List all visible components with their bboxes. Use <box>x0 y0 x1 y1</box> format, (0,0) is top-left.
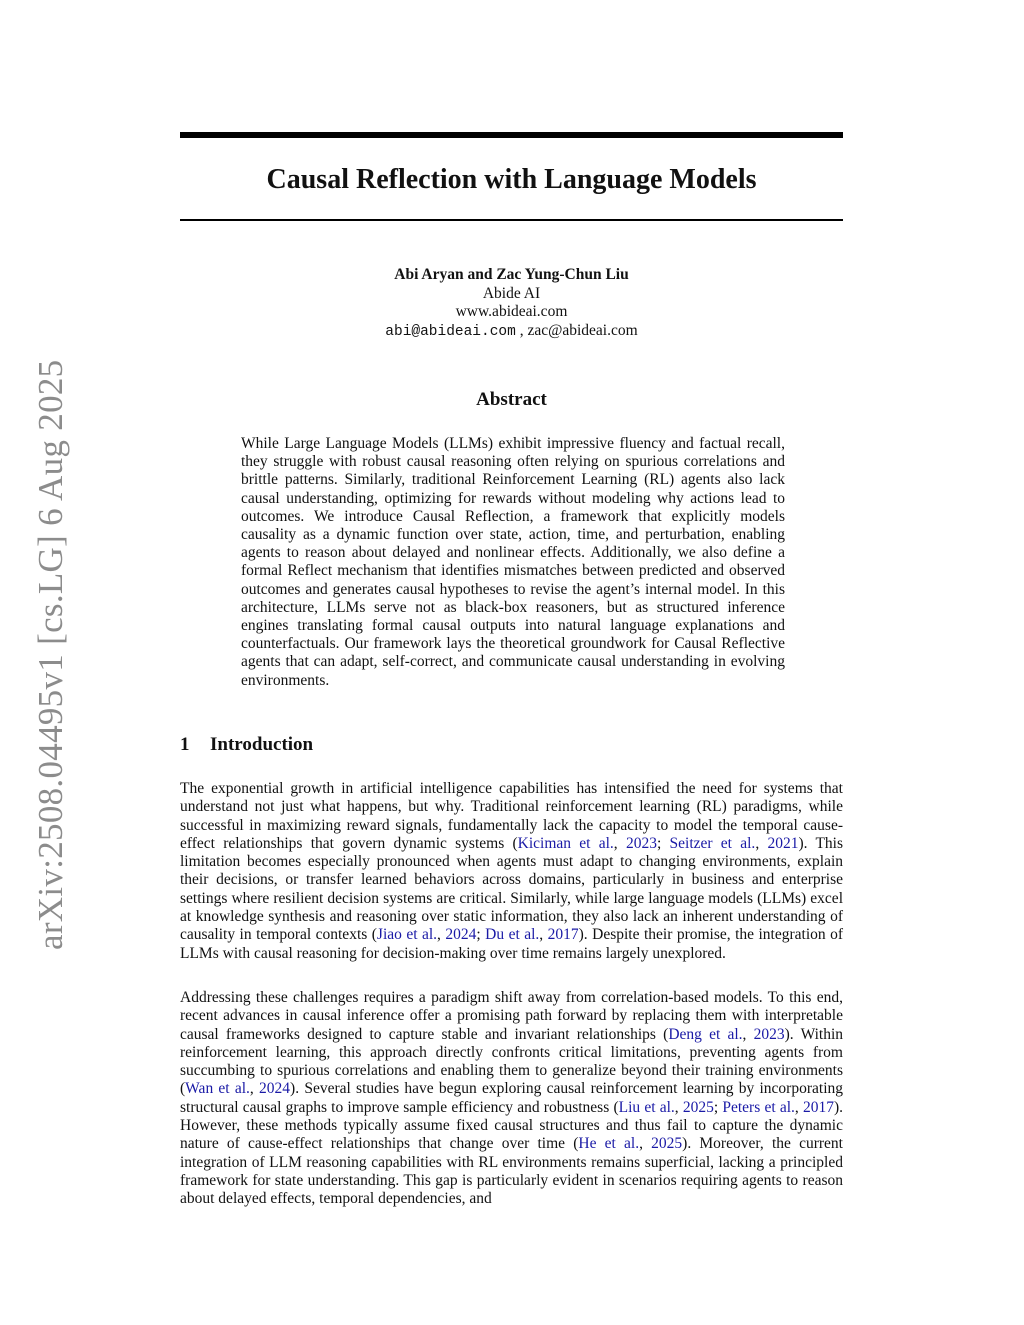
citation-link[interactable]: 2021 <box>767 834 799 852</box>
citation-link[interactable]: 2023 <box>625 834 657 852</box>
paragraph-text: ; <box>476 926 486 944</box>
citation-link[interactable]: Peters et al. <box>722 1098 795 1116</box>
paper-title: Causal Reflection with Language Models <box>266 164 757 195</box>
abstract-text: While Large Language Models (LLMs) exhibit impressive fluency and factual recall, they struggle with robust causal reasoning often relying on spurious correlations and brittle patterns. Similarly, traditional Reinforcement Learning (RL) agents also lack causal understanding, optimizing for rewards without modeling why actions lead to outcomes. We introduce Causal Reflection, a framework that explicitly models causality as a dynamic function over state, action, time, and perturbation, enabling agents to reason about delayed and nonlinear effects. Additionally, we also define a formal Reflect mechanism that identifies mismatches between predicted and observed outcomes and generates causal hypotheses to revise the agent’s internal model. In this architecture, LLMs serve not as black-box reasoners, but as structured inference engines translating formal causal outputs into natural language explanations and counterfactuals. Our framework lays the theoretical groundwork for Causal Reflective agents that can adapt, self-correct, and communicate causal understanding in evolving environments. <box>241 435 785 689</box>
citation-link[interactable]: Wan et al. <box>185 1080 250 1098</box>
paragraph-text: , <box>249 1080 260 1098</box>
citation-link[interactable]: 2025 <box>682 1098 714 1116</box>
citation-link[interactable]: Du et al. <box>485 926 540 944</box>
author-block <box>180 266 843 341</box>
email-line <box>180 322 843 342</box>
citation-link[interactable]: 2024 <box>259 1080 291 1098</box>
paragraph-text: , <box>613 834 626 852</box>
citation-link[interactable]: Kiciman et al. <box>517 834 614 852</box>
author-names: Abi Aryan and Zac Yung-Chun Liu <box>394 266 629 283</box>
citation-link[interactable]: Jiao et al. <box>376 926 438 944</box>
paragraph-text: , <box>742 1025 754 1043</box>
citation-link[interactable]: 2017 <box>802 1098 834 1116</box>
paragraph-text: ). Within reinforcement learning, this approach directly confronts critical limitations, preventing agents from succumbing to spurious correlations and enabling them to generalize beyond their training environments ( <box>180 1025 844 1098</box>
section-title: Introduction <box>210 734 314 755</box>
paragraph-text: The exponential growth in artificial intelligence capabilities has intensified the need for systems that understand not just what happens, but why. Traditional reinforcement learning (RL) paradigms, while successful in maximizing reward signals, fundamentally lack the capacity to model the temporal cause-effect relationships that govern dynamic systems ( <box>180 780 843 852</box>
email-link-abi[interactable]: abi@abideai.com <box>385 323 516 340</box>
paragraph-text: ). This limitation becomes especially pronounced when agents must adapt to changing environments, explain their decisions, or transfer learned behaviors across domains, particularly in business and enterprise settings where resilient decision systems are critical. Similarly, while large language models (LLMs) excel at knowledge synthesis and reasoning over static information, they also lack an inherent understanding of causality in temporal contexts ( <box>180 834 844 944</box>
citation-link[interactable]: Liu et al. <box>618 1098 675 1116</box>
title-bottom-rule <box>180 219 843 221</box>
paragraph-text: ). Despite their promise, the integration of LLMs with causal reasoning for decision-making over time remains largely unexplored. <box>180 926 844 962</box>
website-link[interactable]: www.abideai.com <box>455 303 568 320</box>
title-top-rule <box>180 132 843 138</box>
paragraph-text: , <box>674 1098 683 1116</box>
paragraph-text: Addressing these challenges requires a paradigm shift away from correlation-based models. To this end, recent advances in causal inference offer a promising path forward by replacing them with interpretable causal frameworks designed to capture stable and invariant relationships ( <box>180 989 843 1043</box>
citation-link[interactable]: Seitzer et al. <box>669 834 756 852</box>
paragraph-text: , <box>539 926 548 944</box>
section-heading-introduction <box>180 733 843 757</box>
paragraph-text: , <box>437 926 446 944</box>
intro-paragraph-1 <box>180 780 843 963</box>
paragraph-text: , <box>755 834 768 852</box>
paragraph-text: ; <box>656 834 670 852</box>
email-separator: , <box>515 321 528 339</box>
section-number: 1 <box>180 734 190 755</box>
arxiv-sidebar-identifier: arXiv:2508.04495v1 [cs.LG] 6 Aug 2025 <box>31 359 70 950</box>
paragraph-text: , <box>794 1098 803 1116</box>
paragraph-text: ). However, these methods typically assume fixed causal structures and thus fail to capture the dynamic nature of cause-effect relationships that change over time ( <box>180 1098 844 1153</box>
paragraph-text: , <box>639 1135 652 1153</box>
paragraph-text: ). Moreover, the current integration of LLM reasoning capabilities with RL environments remains superficial, lacking a principled framework for state understanding. This gap is particularly evident in scenarios requiring agents to reason about delayed effects, temporal dependencies, and <box>180 1135 843 1208</box>
paragraph-text: ). Several studies have begun exploring causal reinforcement learning by incorporating structural causal graphs to improve sample efficiency and robustness ( <box>180 1080 843 1116</box>
citation-link[interactable]: Deng et al. <box>668 1025 743 1043</box>
paragraph-text: ; <box>713 1098 723 1116</box>
email-link-zac[interactable]: zac@abideai.com <box>527 321 638 339</box>
citation-link[interactable]: 2025 <box>651 1135 683 1153</box>
citation-link[interactable]: 2017 <box>547 926 579 944</box>
citation-link[interactable]: He et al. <box>578 1135 640 1153</box>
intro-paragraph-2 <box>180 989 843 1209</box>
citation-link[interactable]: 2024 <box>445 926 477 944</box>
citation-link[interactable]: 2023 <box>753 1025 785 1043</box>
affiliation: Abide AI <box>482 284 541 302</box>
abstract-heading: Abstract <box>476 389 547 410</box>
